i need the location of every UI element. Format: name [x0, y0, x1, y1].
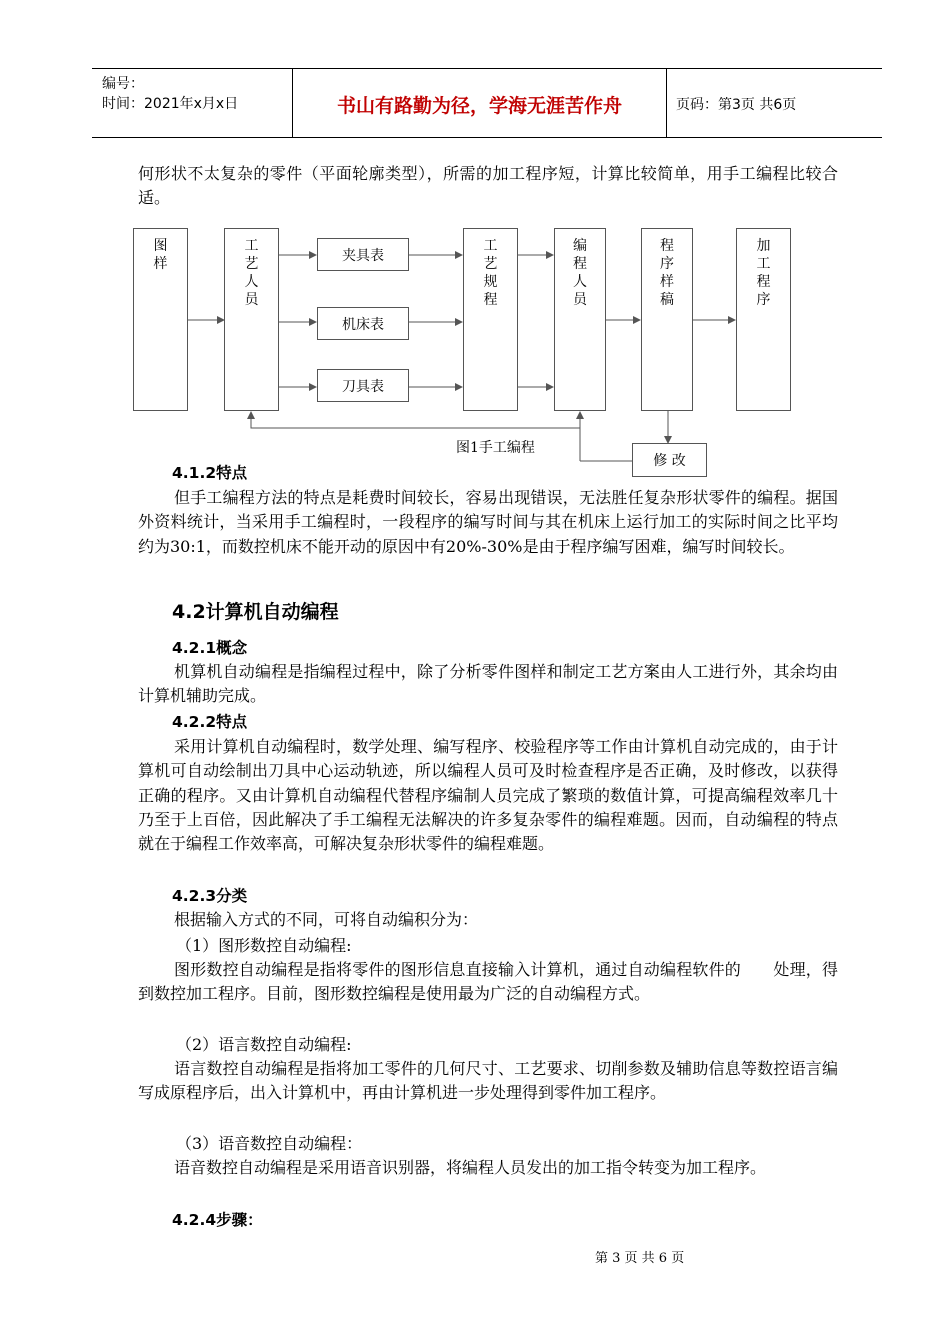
paragraph-4-2-1: 机算机自动编程是指编程过程中，除了分析零件图样和制定工艺方案由人工进行外，其余均由计算机辅助完成。: [138, 662, 838, 706]
page-info: 页码：第3页 共6页: [676, 97, 797, 113]
paragraph-voice: 语音数控自动编程是采用语音识别器，将编程人员发出的加工指令转变为加工程序。: [174, 1158, 767, 1177]
program-draft-label: 程 序 样 稿: [660, 238, 674, 308]
box-process-plan: [463, 228, 518, 411]
box-program-draft: [641, 228, 693, 411]
feedback-to-technologist: [251, 412, 580, 428]
time-label: 时间：2021年x月x日: [102, 96, 239, 112]
box-technologist-label: 工 艺 人 员: [244, 238, 259, 308]
heading-4-2-3: 4.2.3分类: [172, 887, 248, 905]
box-machining-program: [736, 228, 791, 411]
box-tool-table: [317, 369, 409, 402]
box-technologist: [224, 228, 279, 411]
box-programmer: [554, 228, 606, 411]
box-machine-table: [317, 307, 409, 340]
heading-4-1-2: 4.1.2特点: [172, 464, 248, 482]
heading-4-2-4: 4.2.4步骤：: [172, 1211, 263, 1229]
tool-table-label: 刀具表: [342, 378, 384, 395]
heading-4-2-1: 4.2.1概念: [172, 639, 248, 657]
list-item-graphic: （1）图形数控自动编程:: [176, 936, 352, 955]
paragraph-4-2-3-intro: 根据输入方式的不同，可将自动编积分为：: [174, 910, 479, 929]
machining-program-label: 加 工 程 序: [756, 238, 771, 308]
programmer-label: 编 程 人 员: [573, 238, 587, 308]
box-drawing: [133, 228, 188, 411]
heading-4-2: 4.2计算机自动编程: [172, 601, 339, 623]
intro-paragraph: 何形状不太复杂的零件（平面轮廓类型），所需的加工程序短，计算比较简单，用手工编程比较合适。: [138, 164, 838, 208]
modify-label: 修 改: [653, 453, 686, 469]
heading-4-2-2: 4.2.2特点: [172, 713, 248, 731]
paragraph-4-2-2: 采用计算机自动编程时，数学处理、编写程序、校验程序等工作由计算机自动完成的，由于计算机可自动绘制出刀具中心运动轨迹，所以编程人员可及时检查程序是否正确，及时修改，以获得正确的程序。又由计算机自动编程代替程序编制人员完成了繁琐的数值计算，可提高编程效率几十乃至于上百倍，因此解决了手工编程无法解决的许多复杂零件的编程难题。因而，自动编程的特点就在于编程工作效率高，可解决复杂形状零件的编程难题。: [138, 737, 838, 854]
box-modify: [632, 443, 707, 477]
page-footer: 第 3 页 共 6 页: [595, 1251, 685, 1266]
list-item-voice: （3）语音数控自动编程：: [176, 1134, 363, 1153]
process-plan-label: 工 艺 规 程: [483, 238, 498, 308]
fixture-table-label: 夹具表: [342, 247, 384, 264]
motto: 书山有路勤为径，学海无涯苦作舟: [336, 95, 622, 117]
box-drawing-label: 图 样: [153, 238, 168, 272]
paragraph-4-1-2: 但手工编程方法的特点是耗费时间较长，容易出现错误，无法胜任复杂形状零件的编程。据国外资料统计，当采用手工编程时，一段程序的编写时间与其在机床上运行加工的实际时间之比平均约为30:1，而数控机床不能开动的原因中有20%-30%是由于程序编写困难，编写时间较长。: [138, 488, 838, 556]
figure-caption: 图1手工编程: [456, 440, 535, 456]
number-label: 编号：: [102, 76, 144, 92]
paragraph-graphic: 图形数控自动编程是指将零件的图形信息直接输入计算机，通过自动编程软件的 处理，得到数控加工程序。目前，图形数控编程是使用最为广泛的自动编程方式。: [138, 960, 838, 1004]
list-item-language: （2）语言数控自动编程:: [176, 1035, 352, 1054]
paragraph-language: 语言数控自动编程是指将加工零件的几何尺寸、工艺要求、切削参数及辅助信息等数控语言编写成原程序后，出入计算机中，再由计算机进一步处理得到零件加工程序。: [138, 1059, 838, 1103]
box-fixture-table: [317, 238, 409, 271]
machine-table-label: 机床表: [342, 316, 384, 333]
